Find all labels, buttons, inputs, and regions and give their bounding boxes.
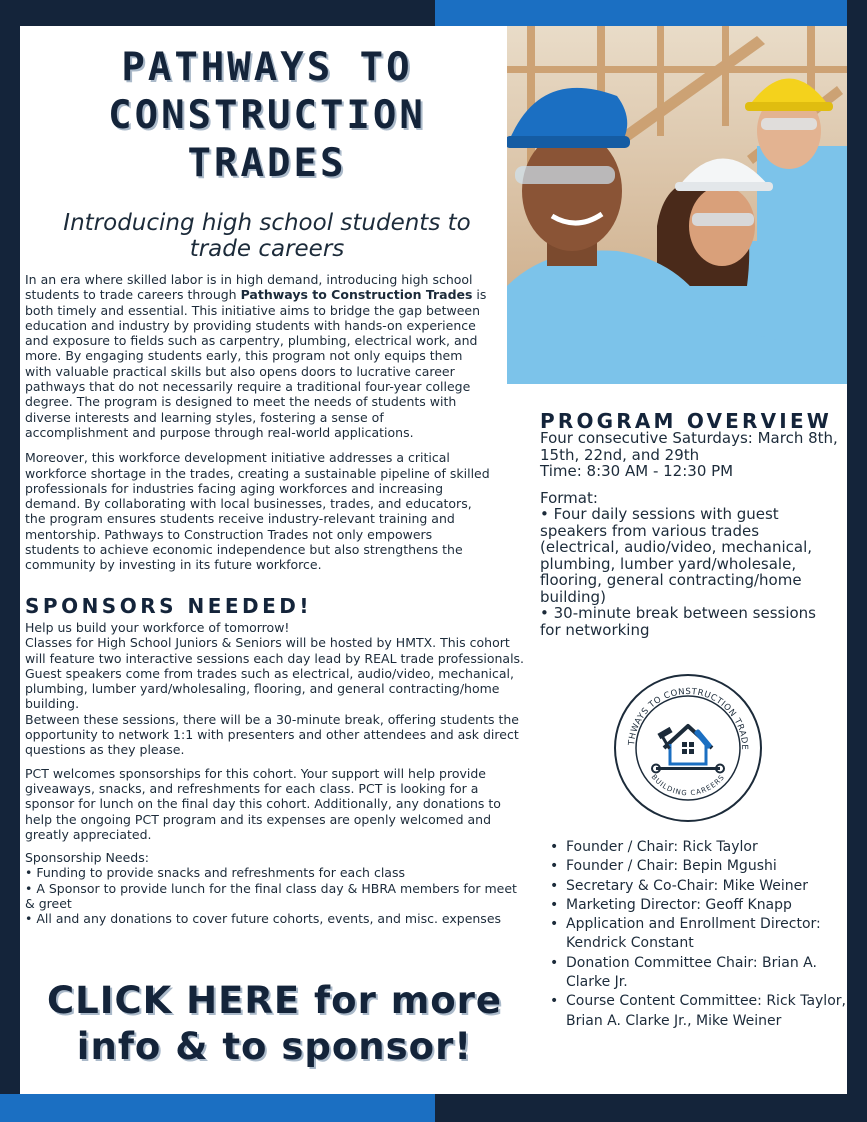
list-item: • Secretary & Co-Chair: Mike Weiner [548, 877, 848, 896]
list-item: • Course Content Committee: Rick Taylor, Brian A. Clarke Jr., Mike Weiner [548, 992, 848, 1031]
needs-line: Sponsorship Needs: [25, 850, 149, 866]
needs-line: • All and any donations to cover future cohorts, events, and misc. expenses [25, 911, 502, 927]
format-line: • 30-minute break between sessions for networking [540, 604, 816, 639]
title-line: TRADES [187, 141, 347, 186]
sponsors-line: Help us build your workforce of tomorrow! [25, 620, 290, 635]
cta-line: CLICK HERE for more [46, 979, 503, 1022]
intro-paragraph-2: Moreover, this workforce development initiative addresses a critical workforce shortage in the trades, creating a sustainable pipeline of skilled professionals for industries facing aging workforces and increasing demand. By collaborating with local businesses, trades, and educators, the program ensures students receive industry-relevant training and mentorship. Pathways to Construction Trades not only empowers students to achieve economic independence but also strengthens the community by investing in its future workforce. [25, 450, 490, 573]
sponsors-heading: SPONSORS NEEDED! [25, 594, 313, 618]
sponsors-paragraph-2: PCT welcomes sponsorships for this cohort. Your support will help provide giveaways, snacks, and refreshments for each class. PCT is looking for a sponsor for lunch on the final day this cohort. Additionally, any donations to help the ongoing PCT program and its expenses are openly welcomed and greatly appreciated. [25, 765, 501, 842]
program-name: Pathways to Construction Trades [240, 287, 473, 303]
sponsor-cta-link[interactable] [22, 978, 527, 1070]
list-item: • Marketing Director: Geoff Knapp [548, 896, 848, 915]
program-overview [540, 430, 840, 638]
frame-top-dark [0, 0, 435, 26]
logo-emblem [612, 672, 764, 824]
schedule-line: Time: 8:30 AM - 12:30 PM [540, 462, 734, 480]
subtitle-line: trade careers [189, 236, 345, 262]
sponsors-line: Classes for High School Juniors & Seniors will be hosted by HMTX. This cohort will feature two interactive sessions each day lead by REAL trade professionals. Guest speakers come from trades such as electrical, audio/video, mechanical, plumbing, lumber yard/wholesaling, flooring, and general contracting/home building. [25, 635, 525, 712]
subtitle-line: Introducing high school students to [63, 210, 471, 236]
sponsorship-needs [25, 850, 525, 926]
logo-arc-bottom: BUILDING CAREERS [649, 773, 727, 798]
frame-right [847, 0, 867, 1122]
cta-line: info & to sponsor! [76, 1025, 473, 1068]
list-item: • Founder / Chair: Bepin Mgushi [548, 857, 848, 876]
format-line: Format: [540, 488, 598, 507]
frame-bottom-dark [435, 1094, 867, 1122]
intro-paragraph-1 [25, 272, 490, 440]
list-item: • Founder / Chair: Rick Taylor [548, 838, 848, 857]
hero-photo [507, 26, 847, 384]
frame-bottom-blue [0, 1094, 435, 1122]
page-title [22, 44, 512, 188]
needs-line: • A Sponsor to provide lunch for the final class day & HBRA members for meet & greet [25, 880, 517, 912]
list-item: • Donation Committee Chair: Brian A. Clarke Jr. [548, 954, 848, 993]
intro-text [25, 272, 490, 583]
subtitle [22, 210, 512, 262]
hero-illustration [507, 26, 847, 384]
team-list [548, 838, 848, 1031]
logo-arc-top: THWAYS TO CONSTRUCTION TRADE [627, 686, 750, 751]
sponsors-section [25, 620, 525, 935]
title-line: PATHWAYS TO [121, 45, 413, 90]
needs-line: • Funding to provide snacks and refreshments for each class [25, 865, 405, 881]
intro-text-run: is both timely and essential. This initiative aims to bridge the gap between education and industry by providing students with hands-on experience and exposure to fields such as carpentry, plumbing, electrical work, and more. By engaging students early, this program not only equips them with valuable practical skills but also opens doors to lucrative career pathways that do not necessarily require a traditional four-year college degree. The program is designed to meet the needs of students with diverse interests and learning styles, fostering a sense of accomplishment and purpose through real-world applications. [25, 287, 487, 440]
sponsors-paragraph-1 [25, 620, 525, 758]
list-item: • Application and Enrollment Director: Kendrick Constant [548, 915, 848, 954]
schedule-line: Four consecutive Saturdays: March 8th, 15th, 22nd, and 29th [540, 429, 838, 464]
format-line: • Four daily sessions with guest speakers from various trades (electrical, audio/video, mechanical, plumbing, lumber yard/wholesale, flooring, general contracting/home building) [540, 505, 813, 606]
overview-heading: PROGRAM OVERVIEW [540, 409, 833, 433]
frame-left [0, 0, 20, 1122]
intro-text-run: In an era where skilled labor is in high demand, introducing high school students to trade careers through [25, 272, 473, 303]
sponsors-line: Between these sessions, there will be a 30-minute break, offering students the opportunity to network 1:1 with presenters and other attendees and ask direct questions as they please. [25, 711, 519, 758]
frame-top-blue [435, 0, 867, 26]
pct-logo [612, 672, 764, 824]
title-line: CONSTRUCTION [108, 93, 426, 138]
